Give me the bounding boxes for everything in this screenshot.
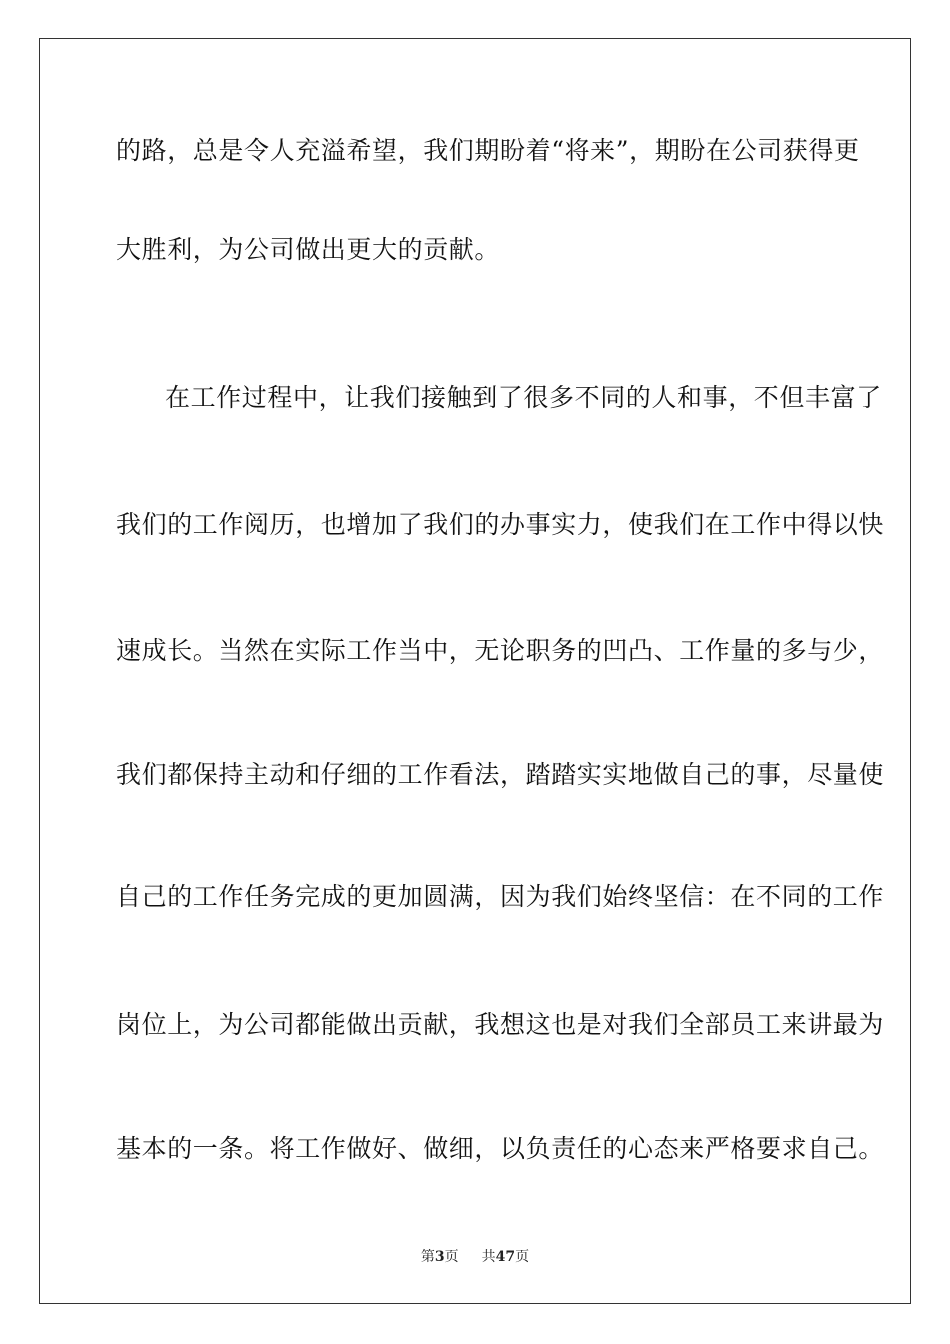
text-line: 我们都保持主动和仔细的工作看法，踏踏实实地做自己的事，尽量使 <box>116 760 885 789</box>
text-line: 岗位上，为公司都能做出贡献，我想这也是对我们全部员工来讲最为 <box>116 1010 885 1039</box>
text-line: 速成长。当然在实际工作当中，无论职务的凹凸、工作量的多与少， <box>116 636 885 665</box>
current-page-number: 3 <box>434 1249 445 1265</box>
total-pages-label: 共47页 <box>481 1249 530 1265</box>
total-pages-number: 47 <box>495 1249 516 1265</box>
text-line: 我们的工作阅历，也增加了我们的办事实力，使我们在工作中得以快 <box>116 510 885 539</box>
paragraph-first-line: 在工作过程中，让我们接触到了很多不同的人和事，不但丰富了 <box>165 383 882 412</box>
page-border <box>39 38 911 1304</box>
text-line: 基本的一条。将工作做好、做细，以负责任的心态来严格要求自己。 <box>116 1134 885 1163</box>
text-line: 的路，总是令人充溢希望，我们期盼着“将来”，期盼在公司获得更 <box>116 136 860 165</box>
text-line: 自己的工作任务完成的更加圆满，因为我们始终坚信：在不同的工作 <box>116 882 885 911</box>
page-label: 第3页 <box>420 1249 459 1265</box>
text-line: 大胜利，为公司做出更大的贡献。 <box>116 235 501 264</box>
page-footer <box>0 1248 950 1266</box>
